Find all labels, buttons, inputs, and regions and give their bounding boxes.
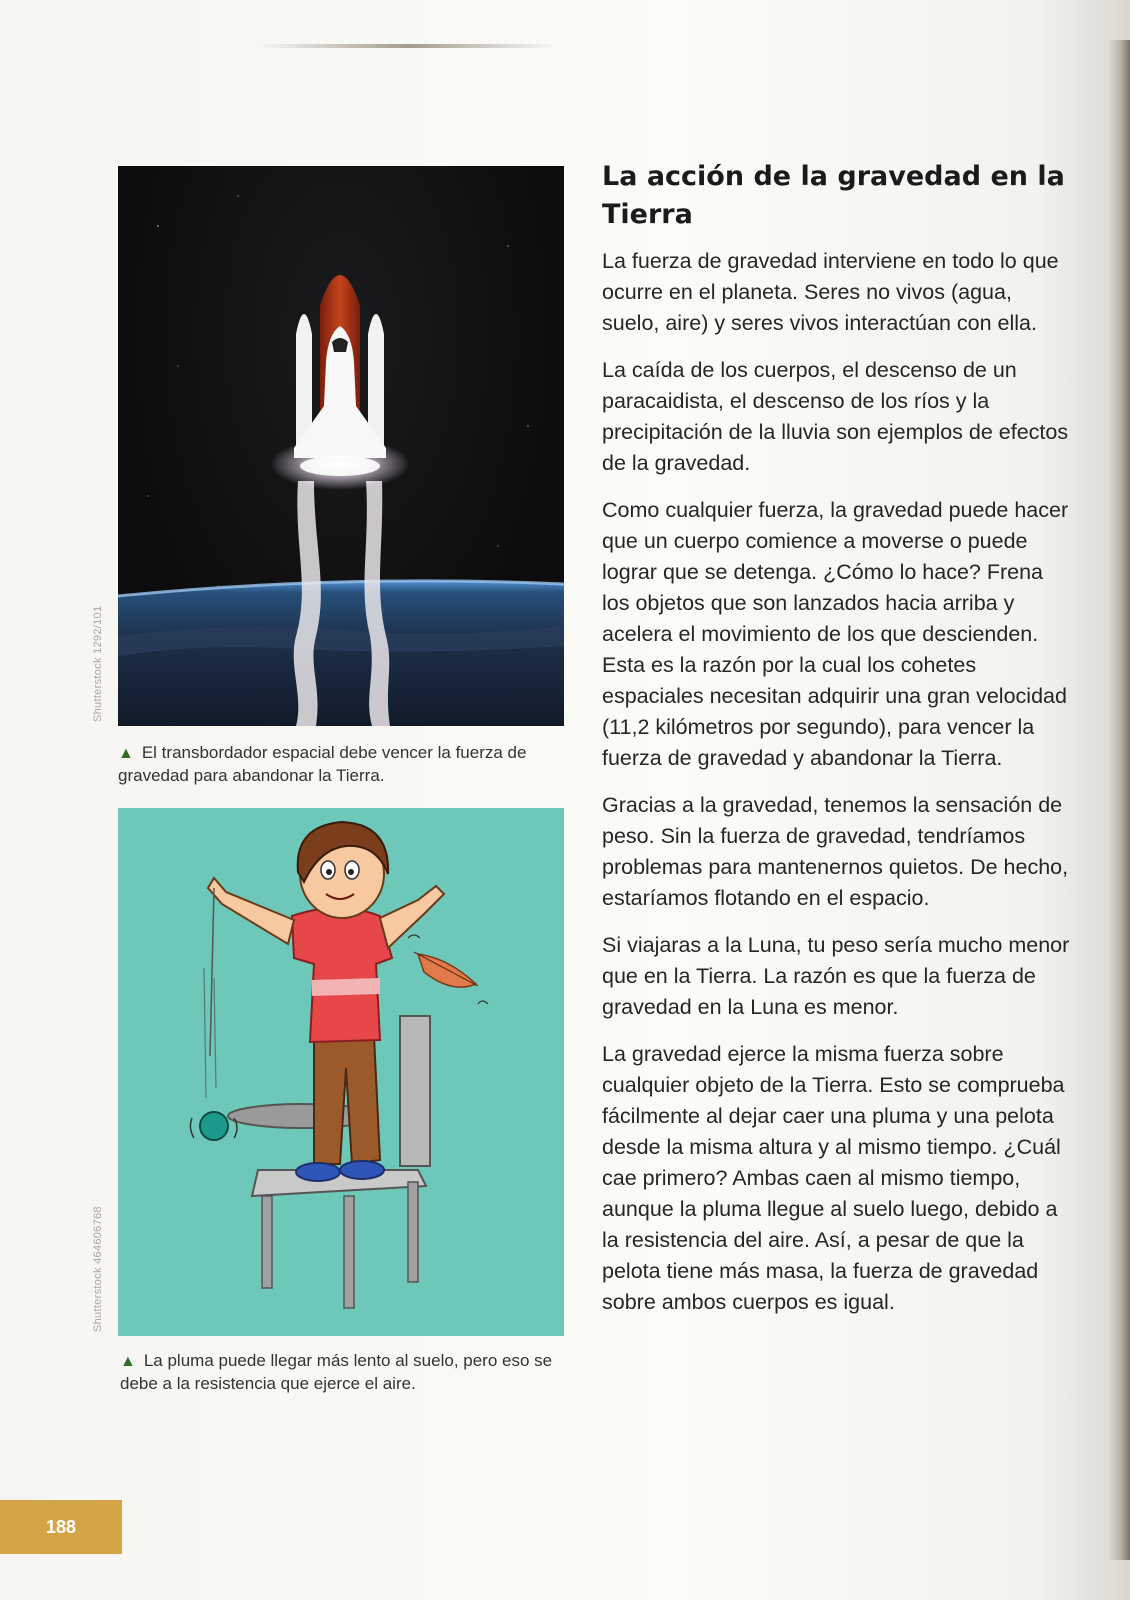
illustration-credit: Shutterstock 464606768 (92, 1206, 104, 1332)
article-paragraph: Como cualquier fuerza, la gravedad puede hacer que un cuerpo comience a moverse o puede lograr que se detenga. ¿Cómo lo hace? Frena los objetos que son lanzados hacia arriba y acelera el movimiento de los que descienden. Esta es la razón por la cual los cohetes espaciales necesitan adquirir una gran velocidad (11,2 kilómetros por segundo), para vencer la fuerza de gravedad y abandonar la Tierra. (602, 498, 1069, 770)
article-paragraph: Gracias a la gravedad, tenemos la sensación de peso. Sin la fuerza de gravedad, tendríamos problemas para mantenernos quietos. De hecho, estaríamos flotando en el espacio. (602, 793, 1069, 910)
article-title: La acción de la gravedad en la Tierra (602, 161, 1065, 230)
article-paragraph: La caída de los cuerpos, el descenso de un paracaidista, el descenso de los ríos y la precipitación de la lluvia son ejemplos de efectos de la gravedad. (602, 358, 1069, 475)
article-paragraph: La fuerza de gravedad interviene en todo lo que ocurre en el planeta. Seres no vivos (agua, suelo, aire) y seres vivos interactúan con ella. (602, 249, 1059, 335)
article-paragraph: La gravedad ejerce la misma fuerza sobre cualquier objeto de la Tierra. Esto se comprueba fácilmente al dejar caer una pluma y una pelota desde la misma altura y al mismo tiempo. ¿Cuál cae primero? Ambas caen al mismo tiempo, aunque la pluma llegue al suelo luego, debido a la resistencia del aire. Así, a pesar de que la pelota tiene más masa, la fuerza de gravedad sobre ambos cuerpos es igual. (602, 1042, 1065, 1314)
feather-caption-text: La pluma puede llegar más lento al suelo, pero eso se debe a la resistencia que ejerce el aire. (120, 1351, 553, 1393)
caption-triangle-icon: ▲ (118, 745, 134, 762)
article-column (602, 158, 1072, 1334)
shuttle-caption (118, 742, 568, 787)
shuttle-caption-text: El transbordador espacial debe vencer la fuerza de gravedad para abandonar la Tierra. (118, 743, 527, 785)
page-top-shadow (258, 44, 558, 48)
page-binding-edge (1108, 40, 1130, 1560)
feather-ball-illustration (118, 808, 564, 1336)
feather-caption (120, 1350, 570, 1395)
article-paragraph: Si viajaras a la Luna, tu peso sería mucho menor que en la Tierra. La razón es que la fuerza de gravedad en la Luna es menor. (602, 933, 1070, 1019)
shuttle-launch-photo (118, 166, 564, 726)
caption-triangle-icon: ▲ (120, 1353, 136, 1370)
shuttle-photo-credit: Shutterstock 1292/101 (92, 605, 104, 722)
page-number: 188 (0, 1500, 122, 1554)
